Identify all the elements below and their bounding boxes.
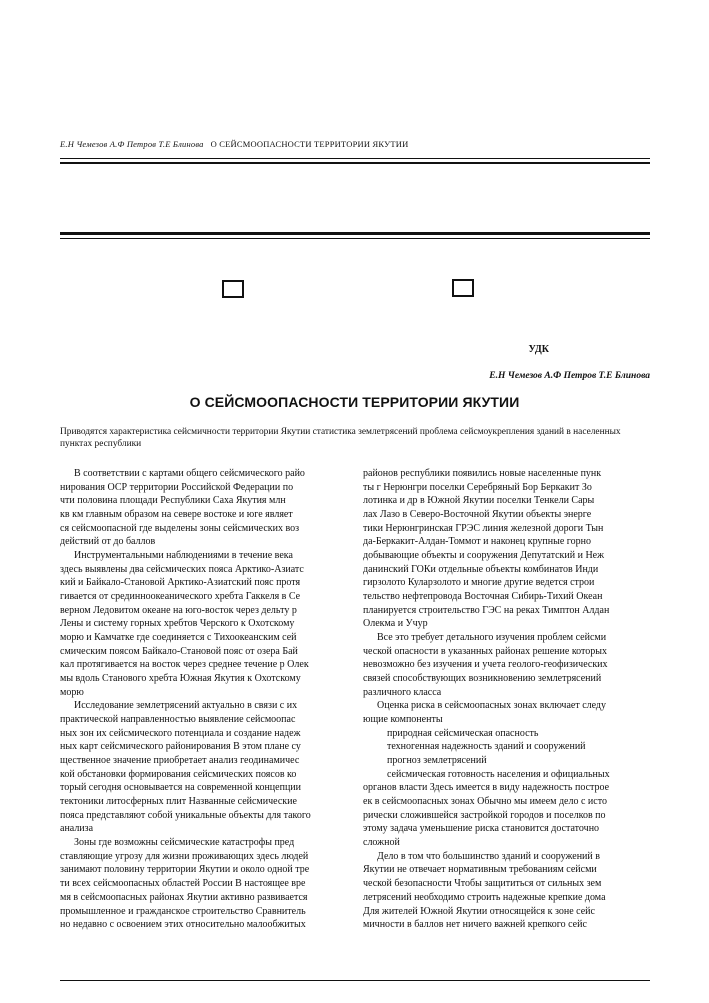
body-line: связей способствующих возникновению землетрясений [363,673,602,685]
body-line: ек в сейсмоопасных зонах Обычно мы имеем дело с исто [363,796,607,808]
udk-label: УДК [528,344,549,355]
body-line: ти всех сейсмоопасных областей России В настоящее вре [60,878,306,890]
article-title: О СЕЙСМООПАСНОСТИ ТЕРРИТОРИИ ЯКУТИИ [189,394,520,410]
body-line: гивается от срединноокеанического хребта Гаккеля в Се [60,591,301,603]
body-line: кв км главным образом на севере востоке и юге являет [60,509,293,521]
body-line: щественное значение приобретает анализ геодинамичес [60,755,300,767]
body-line: ческой опасности в указанных районах решение которых [363,645,607,657]
checkbox-left[interactable] [222,280,244,298]
body-line: сложной [363,837,400,849]
body-line: ставляющие угрозу для жизни проживающих здесь людей [60,850,309,862]
body-line: летрясений необходимо строить надежные крепкие дома [363,891,606,903]
body-line: планируется строительство ГЭС на реках Тимптон Алдан [363,604,610,616]
body-line: действий от до баллов [60,536,156,548]
body-line: тики Нерюнгринская ГРЭС линия железной дороги Тын [363,522,604,534]
body-line: Олекма и Учур [363,618,428,630]
body-line: промышленное и гражданское строительство Сравнитель [60,905,306,917]
body-line: этому задача уменьшение риска становится достаточно [363,823,600,835]
body-line: морю [60,686,84,698]
body-line: рически сложившейся застройкой городов и поселков по [363,809,606,821]
body-line: морю и Камчатке где соединяется с Тихоокеанским сей [60,632,297,644]
body-line: кал протягивается на восток через среднее течение р Олек [60,659,309,671]
body-line: ных зон их сейсмического потенциала и создание надеж [60,727,301,739]
body-line: нирования ОСР территории Российской Федерации по [60,481,294,493]
body-line: ческой безопасности Чтобы защититься от сильных зем [363,878,602,890]
list-item: сейсмическая готовность населения и официальных [387,768,610,780]
article-authors: Е.Н Чемезов А.Ф Петров Т.Е Блинова [489,371,650,381]
body-line: мичности в баллов нет ничего важней крепкого сейс [363,919,587,931]
body-line: ты г Нерюнгри поселки Серебряный Бор Беркакит Зо [363,481,592,493]
body-line: смическим поясом Байкало-Становой пояс от озера Бай [60,645,298,657]
body-line: да-Беркакит-Алдан-Томмот и наконец крупные горно [363,536,591,548]
section-rule-top [60,232,650,235]
body-line: тельство нефтепровода Восточная Сибирь-Тихий Океан [363,591,603,603]
body-line: невозможно без изучения и учета геолого-геофизических [363,659,608,671]
footer-rule [60,980,650,981]
left-column [60,467,348,932]
list-item: техногенная надежность зданий и сооружений [387,741,586,753]
body-line: Инструментальными наблюдениями в течение века [74,550,293,562]
body-line: Якутии не отвечает нормативным требованиям сейсми [363,864,597,876]
body-line: торый сегодня основывается на современной концепции [60,782,301,794]
section-rule-bottom [60,238,650,239]
running-head-title: О СЕЙСМООПАСНОСТИ ТЕРРИТОРИИ ЯКУТИИ [210,139,409,149]
body-line: данинский ГОКи отдельные объекты комбинатов Инди [363,563,599,575]
body-line: здесь выявлены два сейсмических пояса Арктико-Азиатс [60,563,304,575]
running-head [60,139,408,149]
body-line: Зоны где возможны сейсмические катастрофы пред [74,837,295,849]
body-line: лотинка и др в Южной Якутии поселки Тенкели Сары [363,495,595,507]
body-line: занимают половину территории Якутии и около одной тре [60,864,310,876]
body-line: ющие компоненты [363,714,443,726]
body-line: тектоники литосферных плит Названные сейсмические [60,796,297,808]
body-line: практической направленностью выявление сейсмоопас [60,714,296,726]
list-item: природная сейсмическая опасность [387,727,539,739]
body-line: анализа [60,823,94,835]
body-line: добывающие объекты и сооружения Депутатский и Неж [363,550,605,562]
body-line: Для жителей Южной Якутии относящейся к зоне сейс [363,905,595,917]
list-item: прогноз землетрясений [387,755,487,767]
body-line: кий и Байкало-Становой Арктико-Азиатский пояс протя [60,577,301,589]
body-line: Лены и систему горных хребтов Черского к Охотскому [60,618,295,630]
body-line: Исследование землетрясений актуально в связи с их [74,700,298,712]
checkbox-right[interactable] [452,279,474,297]
body-line: чти половина площади Республики Саха Якутия млн [60,495,286,507]
body-line: различного класса [363,686,442,698]
body-line: ных карт сейсмического районирования В этом плане су [60,741,301,753]
body-line: пояса представляют собой уникальные объекты для такого [60,809,311,821]
header-rule-bottom [60,162,650,164]
body-line: гирзолото Куларзолото и многие другие ведется строи [363,577,595,589]
body-line: районов республики появились новые населенные пунк [363,468,602,479]
header-rule-top [60,158,650,159]
body-line: мы вдоль Станового хребта Южная Якутия к Охотскому [60,673,301,685]
body-line: органов власти Здесь имеется в виду надежность построе [363,782,610,794]
body-line: лах Лазо в Северо-Восточной Якутии объекты энерге [363,509,592,521]
body-line: кой обстановки формирования сейсмических поясов ко [60,768,297,780]
right-column [363,467,653,932]
abstract: Приводятся характеристика сейсмичности территории Якутии статистика землетрясений проблема сейсмоукрепления зданий в населенных пунктах республики [60,427,621,449]
body-line: ся сейсмоопасной где выделены зоны сейсмических воз [60,522,300,534]
body-line: В соответствии с картами общего сейсмического райо [74,468,305,479]
body-line: верном Ледовитом океане на юго-восток через дельту р [60,604,297,616]
running-head-authors: Е.Н Чемезов А.Ф Петров Т.Е Блинова [60,139,204,149]
body-line: но недавно с освоением этих относительно малообжитых [60,919,306,931]
body-line: мя в сейсмоопасных районах Якутии активно развивается [60,891,308,903]
body-line: Все это требует детального изучения проблем сейсми [377,632,607,644]
body-line: Дело в том что большинство зданий и сооружений в [377,850,600,862]
body-line: Оценка риска в сейсмоопасных зонах включает следу [377,700,607,712]
